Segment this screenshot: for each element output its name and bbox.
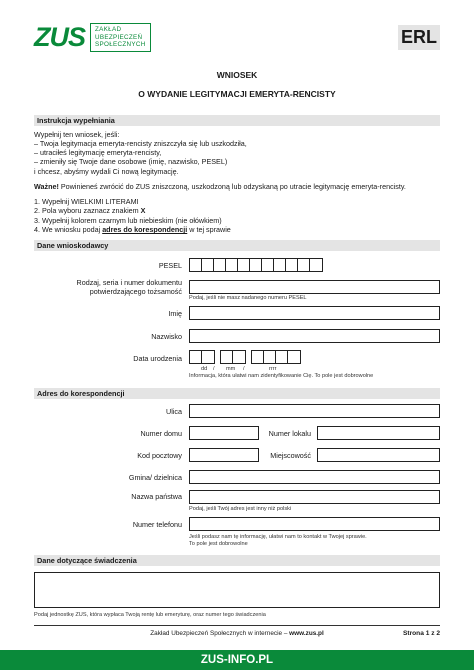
condition-2: – utraciłeś legitymację emeryta-rencisty, bbox=[34, 148, 162, 157]
pesel-input[interactable] bbox=[189, 258, 323, 272]
warning bbox=[34, 183, 406, 191]
house-number-label: Numer domu bbox=[140, 429, 182, 438]
step-1: 1. Wypełnij WIELKIMI LITERAMI bbox=[34, 197, 139, 206]
condition-1: – Twoja legitymacja emeryta-rencisty zniszczyła się lub uszkodziła, bbox=[34, 139, 247, 148]
city-label: Miejscowość bbox=[270, 451, 311, 460]
logo-text-box bbox=[90, 23, 151, 52]
zus-info-banner: ZUS-INFO.PL bbox=[0, 650, 474, 670]
instructions-intro: Wypełnij ten wniosek, jeśli: bbox=[34, 130, 120, 139]
address-heading: Adres do korespondencji bbox=[34, 388, 440, 399]
country-input[interactable] bbox=[189, 490, 440, 504]
step-2-text: 2. Pola wyboru zaznacz znakiem bbox=[34, 206, 141, 215]
step-4 bbox=[34, 226, 231, 234]
condition-3: – zmieniły się Twoje dane osobowe (imię, nazwisko, PESEL) bbox=[34, 157, 228, 166]
logo-line-3: SPOŁECZNYCH bbox=[95, 41, 146, 49]
year-hint: rrrr bbox=[269, 366, 277, 372]
birth-date-hint: Informacja, która ułatwi nam zidentyfikowanie Cię. To pole jest dobrowolne bbox=[189, 373, 374, 379]
benefit-hint: Podaj jednostkę ZUS, która wypłaca Twoją rentę lub emeryturę, oraz numer tego świadczenia bbox=[34, 612, 266, 618]
benefit-heading: Dane dotyczące świadczenia bbox=[34, 555, 440, 566]
warning-bold: Ważne! bbox=[34, 182, 59, 191]
page-number: Strona 1 z 2 bbox=[402, 630, 440, 637]
phone-label: Numer telefonu bbox=[132, 520, 182, 529]
step-4-bold: adres do korespondencji bbox=[102, 225, 188, 234]
step-4-text: 4. We wniosku podaj bbox=[34, 225, 103, 234]
logo-line-2: UBEZPIECZEŃ bbox=[95, 33, 143, 41]
benefit-input[interactable] bbox=[34, 572, 440, 608]
title-line-2: O WYDANIE LEGITYMACJI EMERYTA-RENCISTY bbox=[138, 89, 336, 99]
document-label-1: Rodzaj, seria i numer dokumentu bbox=[76, 278, 182, 287]
postal-code-label: Kod pocztowy bbox=[137, 451, 182, 460]
footer-url[interactable]: www.zus.pl bbox=[289, 630, 324, 637]
document-hint: Podaj, jeśli nie masz nadanego numeru PESEL bbox=[189, 295, 307, 301]
month-hint: mm bbox=[226, 366, 236, 372]
birth-date-label: Data urodzenia bbox=[133, 354, 182, 363]
house-number-input[interactable] bbox=[189, 426, 259, 440]
street-input[interactable] bbox=[189, 404, 440, 418]
pesel-label: PESEL bbox=[158, 261, 182, 270]
logo-mark: ZUS bbox=[34, 22, 85, 52]
applicant-heading: Dane wnioskodawcy bbox=[34, 240, 440, 251]
phone-hint-2: To pole jest dobrowolne bbox=[189, 541, 248, 547]
title-line-1: WNIOSEK bbox=[216, 70, 258, 80]
warning-text: Powinieneś zwrócić do ZUS zniszczoną, uszkodzoną lub odzyskaną po utracie legitymację emeryta-rencisty. bbox=[58, 182, 406, 191]
condition-4: i chcesz, abyśmy wydali Ci nową legitymację. bbox=[34, 167, 179, 176]
country-label: Nazwa państwa bbox=[131, 492, 182, 501]
document-input[interactable] bbox=[189, 280, 440, 294]
phone-hint-1: Jeśli podasz nam tę informację, ułatwi nam to kontakt w Twojej sprawie. bbox=[189, 534, 367, 540]
footer-internet-text: Zakład Ubezpieczeń Społecznych w internecie – bbox=[150, 630, 290, 637]
first-name-label: Imię bbox=[168, 309, 182, 318]
step-2 bbox=[34, 207, 145, 215]
form-code: ERL bbox=[398, 25, 440, 50]
day-hint: dd bbox=[201, 366, 208, 372]
date-separator-2: / bbox=[243, 366, 245, 372]
birth-month-input[interactable] bbox=[220, 350, 246, 364]
last-name-label: Nazwisko bbox=[151, 332, 182, 341]
step-4-rest: w tej sprawie bbox=[187, 225, 231, 234]
phone-input[interactable] bbox=[189, 517, 440, 531]
last-name-input[interactable] bbox=[189, 329, 440, 343]
footer-divider bbox=[34, 625, 440, 626]
district-label: Gmina/ dzielnica bbox=[128, 473, 182, 482]
street-label: Ulica bbox=[166, 407, 182, 416]
first-name-input[interactable] bbox=[189, 306, 440, 320]
logo-line-1: ZAKŁAD bbox=[95, 26, 122, 34]
zus-logo bbox=[34, 22, 151, 53]
district-input[interactable] bbox=[189, 470, 440, 484]
step-3: 3. Wypełnij kolorem czarnym lub niebieskim (nie ołówkiem) bbox=[34, 216, 222, 225]
city-input[interactable] bbox=[317, 448, 440, 462]
postal-code-input[interactable] bbox=[189, 448, 259, 462]
date-separator-1: / bbox=[213, 366, 215, 372]
birth-day-input[interactable] bbox=[189, 350, 215, 364]
birth-year-input[interactable] bbox=[251, 350, 301, 364]
document-label-2: potwierdzającego tożsamość bbox=[89, 287, 182, 296]
flat-number-label: Numer lokalu bbox=[268, 429, 311, 438]
instructions-heading: Instrukcja wypełniania bbox=[34, 115, 440, 126]
flat-number-input[interactable] bbox=[317, 426, 440, 440]
country-hint: Podaj, jeśli Twój adres jest inny niż polski bbox=[189, 506, 292, 512]
step-2-mark: X bbox=[140, 206, 146, 215]
